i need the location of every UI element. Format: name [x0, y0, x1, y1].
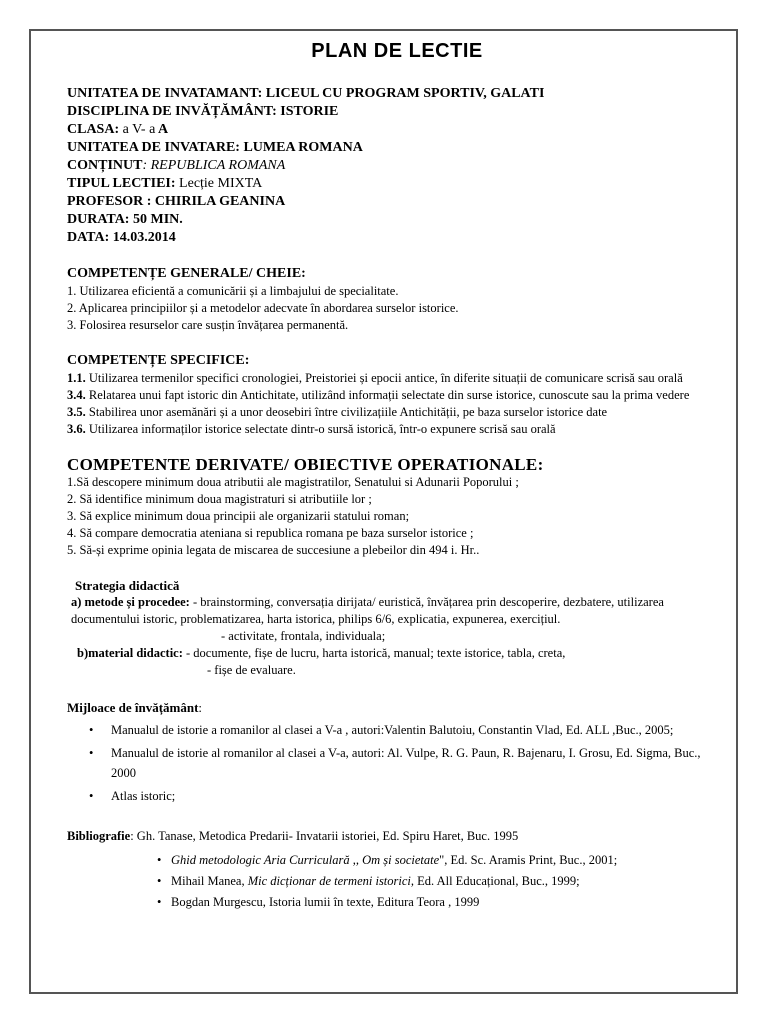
competente-specifice-title: COMPETENȚE SPECIFICE: [67, 353, 250, 368]
competente-generale-title: COMPETENȚE GENERALE/ CHEIE: [67, 266, 306, 281]
material-didactic-cont: - fișe de evaluare. [207, 663, 296, 677]
competenta-specifica-item: 1.1. Utilizarea termenilor specifici cronologiei, Preistoriei și epocii antice, în diferite situații de comunicare scrisă sau orală [67, 371, 683, 385]
list-item: • Manualul de istorie al romanilor al clasei a V-a, autori: Al. Vulpe, R. G. Paun, R. Bajenaru, I. Grosu, Ed. Sigma, Buc., 2000 [67, 743, 727, 783]
bibliografie-list [67, 850, 727, 913]
header-durata: DURATA: 50 MIN. [67, 212, 183, 227]
list-item: • Bogdan Murgescu, Istoria lumii în texte, Editura Teora , 1999 [67, 892, 727, 913]
document-title: PLAN DE LECTIE [311, 40, 483, 62]
metode-procedee: a) metode și procedee: - brainstorming, conversația dirijata/ euristică, învățarea prin descoperire, dezbatere, utilizarea documentului istoric, problematizarea, harta istorica, philips 6/6, explicatia, expunerea, exercițiul. [71, 595, 664, 626]
competenta-generala-item: 2. Aplicarea principiilor și a metodelor adecvate în abordarea surselor istorice. [67, 301, 459, 315]
header-disciplina: DISCIPLINA DE INVĂȚĂMÂNT: ISTORIE [67, 104, 339, 119]
header-tipul-lectiei: TIPUL LECTIEI: Lecție MIXTA [67, 176, 263, 191]
list-item: • Ghid metodologic Aria Curriculară ,, Om și societate", Ed. Sc. Aramis Print, Buc., 2001; [67, 850, 727, 871]
header-profesor: PROFESOR : CHIRILA GEANINA [67, 194, 286, 209]
list-item: • Mihail Manea, Mic dicționar de termeni istorici, Ed. All Educațional, Buc., 1999; [67, 871, 727, 892]
header-unitate: UNITATEA DE INVATAMANT: LICEUL CU PROGRAM SPORTIV, GALATI [67, 86, 545, 101]
material-didactic: b)material didactic: - documente, fișe de lucru, harta istorică, manual; texte istorice, tabla, creta, [77, 646, 566, 660]
obiectiv-item: 1.Să descopere minimum doua atributii ale magistratilor, Senatului si Adunarii Poporului ; [67, 475, 519, 489]
competenta-specifica-item: 3.6. Utilizarea informaților istorice selectate dintr-o sursă istorică, într-o expunere scrisă sau orală [67, 422, 556, 436]
obiectiv-item: 4. Să compare democratia ateniana si republica romana pe baza surselor istorice ; [67, 526, 474, 540]
header-data: DATA: 14.03.2014 [67, 230, 176, 245]
obiectiv-item: 3. Să explice minimum doua principii ale organizarii statului roman; [67, 509, 410, 523]
competente-derivate-title: COMPETENTE DERIVATE/ OBIECTIVE OPERATIONALE: [67, 455, 544, 474]
competenta-specifica-item: 3.5. Stabilirea unor asemănări și a unor deosebiri între civilizațiile Antichității, pe baza surselor istorice date [67, 405, 608, 419]
list-item: • Manualul de istorie a romanilor al clasei a V-a , autori:Valentin Balutoiu, Constantin Vlad, Ed. ALL ,Buc., 2005; [67, 720, 727, 740]
list-item: • Atlas istoric; [67, 786, 727, 806]
competenta-specifica-item: 3.4. Relatarea unui fapt istoric din Antichitate, utilizând informații selectate din surse istorice, cunoscute sau la prima vedere [67, 388, 690, 402]
strategia-title: Strategia didactică [75, 578, 180, 593]
lesson-plan-document [67, 40, 727, 913]
forme-organizare: - activitate, frontala, individuala; [221, 629, 386, 643]
mijloace-title: Mijloace de învățământ: [67, 700, 203, 715]
header-continut: CONȚINUT: REPUBLICA ROMANA [67, 158, 286, 173]
competenta-generala-item: 1. Utilizarea eficientă a comunicării și a limbajului de specialitate. [67, 284, 399, 298]
mijloace-list [67, 720, 727, 806]
obiectiv-item: 5. Să-și exprime opinia legata de miscarea de succesiune a plebeilor din 494 i. Hr.. [67, 543, 480, 557]
competenta-generala-item: 3. Folosirea resurselor care susțin învățarea permanentă. [67, 318, 349, 332]
header-unitate-invatare: UNITATEA DE INVATARE: LUMEA ROMANA [67, 140, 363, 155]
bibliografie-first: Bibliografie: Gh. Tanase, Metodica Predarii- Invatarii istoriei, Ed. Spiru Haret, Buc. 1995 [67, 829, 519, 843]
obiectiv-item: 2. Să identifice minimum doua magistraturi si atributiile lor ; [67, 492, 372, 506]
header-clasa: CLASA: a V- a A [67, 122, 169, 137]
